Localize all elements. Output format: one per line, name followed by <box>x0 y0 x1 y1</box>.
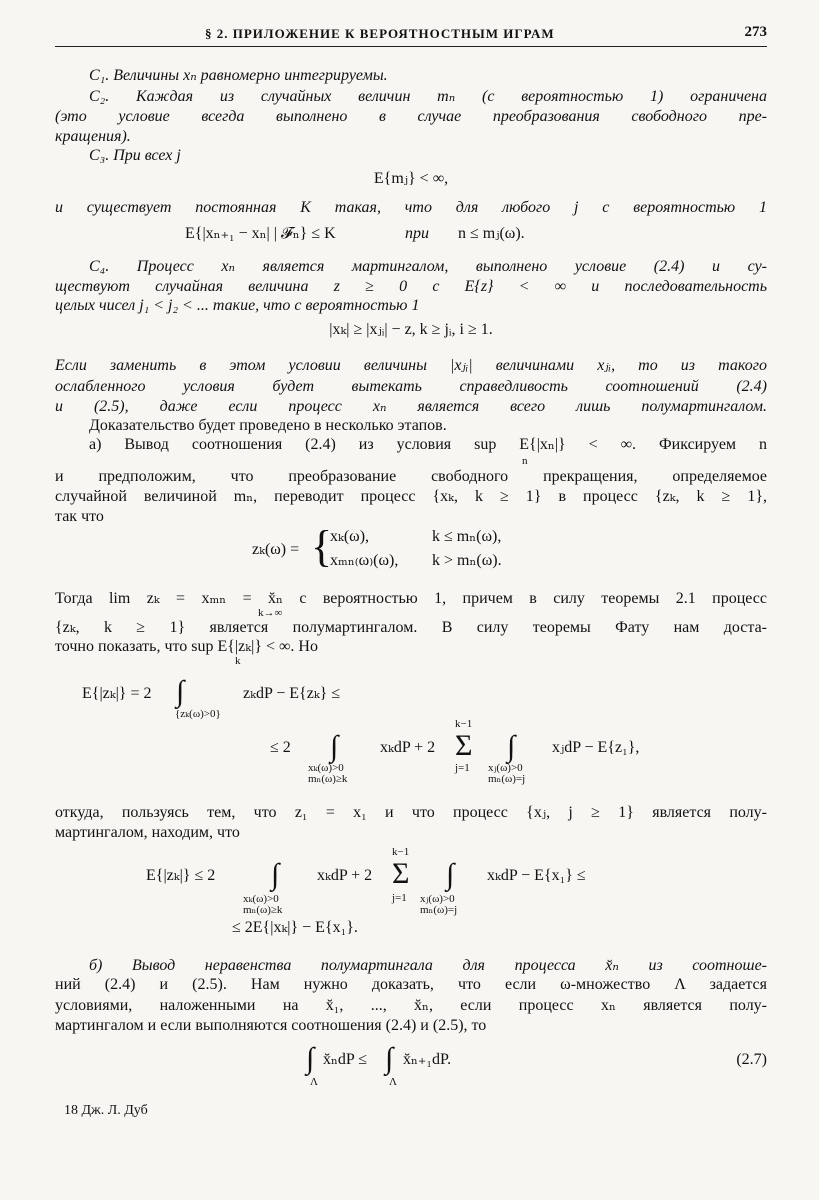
sum-upper-limit: k−1 <box>392 846 410 858</box>
text-line: (это условие всегда выполнено в случае преобразования свободного пре- <box>55 108 767 125</box>
integral-sign: ∫ <box>507 730 516 763</box>
zk-case1-condition: k ≤ mₙ(ω), <box>432 528 502 545</box>
integral-sign: ∫ <box>306 1042 315 1075</box>
printer-signature: 18 Дж. Л. Дуб <box>64 1103 148 1118</box>
integral-domain-condition: xⱼ(ω)>0 <box>420 893 455 905</box>
integral-domain-condition: xₖ(ω)>0 <box>308 762 344 774</box>
integral-sign: ∫ <box>385 1042 394 1075</box>
text-line: условиями, наложенными на x̆₁, ..., x̆ₙ, если процесс xₙ является полу- <box>55 997 767 1014</box>
eq1-line2-end: xⱼdP − E{z₁}, <box>552 739 640 756</box>
integral-domain-condition: mₙ(ω)≥k <box>243 904 283 916</box>
text-line: C₃. При всех j <box>89 147 181 164</box>
zk-case2-condition: k > mₙ(ω). <box>432 552 502 569</box>
sum-upper-limit: k−1 <box>455 718 473 730</box>
text-line: {zₖ, k ≥ 1} является полумартингалом. В силу теоремы Фату нам доста- <box>55 619 767 636</box>
integral-sign: ∫ <box>446 858 455 891</box>
text-line: откуда, пользуясь тем, что z₁ = x₁ и что процесс {xⱼ, j ≥ 1} является полу- <box>55 804 767 821</box>
zk-definition-lhs: zₖ(ω) = <box>252 541 300 558</box>
sup-subscript-k: k <box>235 655 241 667</box>
text-line: кращения). <box>55 128 131 145</box>
text-line: и предположим, что преобразование свободного прекращения, определяемое <box>55 468 767 485</box>
text-line: так что <box>55 508 104 525</box>
eq2-line2: ≤ 2E{|xₖ|} − E{x₁}. <box>232 919 358 936</box>
text-line: и (2.5), даже если процесс xₙ является всего лишь полумартингалом. <box>55 398 767 415</box>
sum-sign: Σ <box>455 729 473 762</box>
sum-lower-limit: j=1 <box>392 892 407 904</box>
text-line: Тогда lim zₖ = xₘₙ = x̆ₙ с вероятностью 1, причем в силу теоремы 2.1 процесс <box>55 590 767 607</box>
text-line: и существует постоянная K такая, что для любого j с вероятностью 1 <box>55 199 767 216</box>
text-line: мартингалом, находим, что <box>55 824 240 841</box>
integral-domain-lambda: Λ <box>389 1076 397 1088</box>
integral-domain-condition: xⱼ(ω)>0 <box>488 762 523 774</box>
eq1-line2-start: ≤ 2 <box>270 739 291 756</box>
integral-sign: ∫ <box>330 730 339 763</box>
text-line: случайной величиной mₙ, переводит процесс {xₖ, k ≥ 1} в процесс {zₖ, k ≥ 1}, <box>55 488 767 505</box>
equation-number: (2.7) <box>736 1051 767 1068</box>
text-line: точно показать, что sup E{|zₖ|} < ∞. Но <box>55 638 318 655</box>
sum-lower-limit: j=1 <box>455 762 470 774</box>
text-line: C₂. Каждая из случайных величин mₙ (с вероятностью 1) ограничена <box>89 88 767 105</box>
formula-xk-bound: |xₖ| ≥ |xⱼᵢ| − z, k ≥ jᵢ, i ≥ 1. <box>329 321 493 338</box>
zk-case2-value: xₘₙ₍ω₎(ω), <box>330 552 399 569</box>
text-line: Если заменить в этом условии величины |xⱼᵢ| величинами xⱼᵢ, то из такого <box>55 357 767 374</box>
formula-bound-left: E{|xₙ₊₁ − xₙ| | 𝓕ₙ} ≤ K <box>185 225 336 242</box>
formula-bound-right: n ≤ mⱼ(ω). <box>458 225 525 242</box>
text-line: ществуют случайная величина z ≥ 0 с E{z} < ∞ и последовательность <box>55 278 767 295</box>
integral-domain-lambda: Λ <box>310 1076 318 1088</box>
page-number: 273 <box>744 24 767 40</box>
text-line: ний (2.4) и (2.5). Нам нужно доказать, что если ω-множество Λ задается <box>55 976 767 993</box>
eq1-line1-lhs: E{|zₖ|} = 2 <box>82 685 152 702</box>
running-header <box>55 26 767 47</box>
zk-brace: { <box>311 522 333 571</box>
text-line: целых чисел j₁ < j₂ < ... такие, что с вероятностью 1 <box>55 297 420 314</box>
eq1-line1-integral-domain: {zₖ(ω)>0} <box>175 708 221 720</box>
integral-domain-condition: mₙ(ω)≥k <box>308 773 348 785</box>
integral-domain-condition: xₖ(ω)>0 <box>243 893 279 905</box>
eq2-line1-mid: xₖdP + 2 <box>317 867 373 884</box>
formula-e-mj: E{mⱼ} < ∞, <box>373 170 449 187</box>
text-line: C₁. Величины xₙ равномерно интегрируемы. <box>89 67 388 84</box>
eq1-line1-rest: zₖdP − E{zₖ} ≤ <box>243 685 341 702</box>
text-line: Доказательство будет проведено в несколько этапов. <box>89 417 447 434</box>
formula-bound-mid: при <box>405 225 429 242</box>
text-line: а) Вывод соотношения (2.4) из условия sup E{|xₙ|} < ∞. Фиксируем n <box>89 436 767 453</box>
lim-subscript: k→∞ <box>258 607 283 619</box>
eq2-line1-end: xₖdP − E{x₁} ≤ <box>487 867 586 884</box>
eq2-line1-lhs: E{|zₖ|} ≤ 2 <box>146 867 216 884</box>
text-line: C₄. Процесс xₙ является мартингалом, выполнено условие (2.4) и су- <box>89 258 767 275</box>
text-line: б) Вывод неравенства полумартингала для процесса x̆ₙ из соотноше- <box>89 957 767 974</box>
integral-domain-condition: mₙ(ω)=j <box>488 773 526 785</box>
eq3-left: x̆ₙdP ≤ <box>323 1051 368 1068</box>
integral-domain-condition: mₙ(ω)=j <box>420 904 458 916</box>
header-title: § 2. ПРИЛОЖЕНИЕ К ВЕРОЯТНОСТНЫМ ИГРАМ <box>205 26 555 41</box>
integral-sign: ∫ <box>176 675 185 708</box>
zk-case1-value: xₖ(ω), <box>330 528 370 545</box>
eq3-right: x̆ₙ₊₁dP. <box>403 1051 452 1068</box>
sup-subscript-n: n <box>522 455 528 467</box>
text-line: мартингалом и если выполняются соотношения (2.4) и (2.5), то <box>55 1017 487 1034</box>
sum-sign: Σ <box>392 857 410 890</box>
integral-sign: ∫ <box>271 858 280 891</box>
eq1-line2-mid: xₖdP + 2 <box>380 739 436 756</box>
text-line: ослабленного условия будет вытекать справедливость соотношений (2.4) <box>55 378 767 395</box>
